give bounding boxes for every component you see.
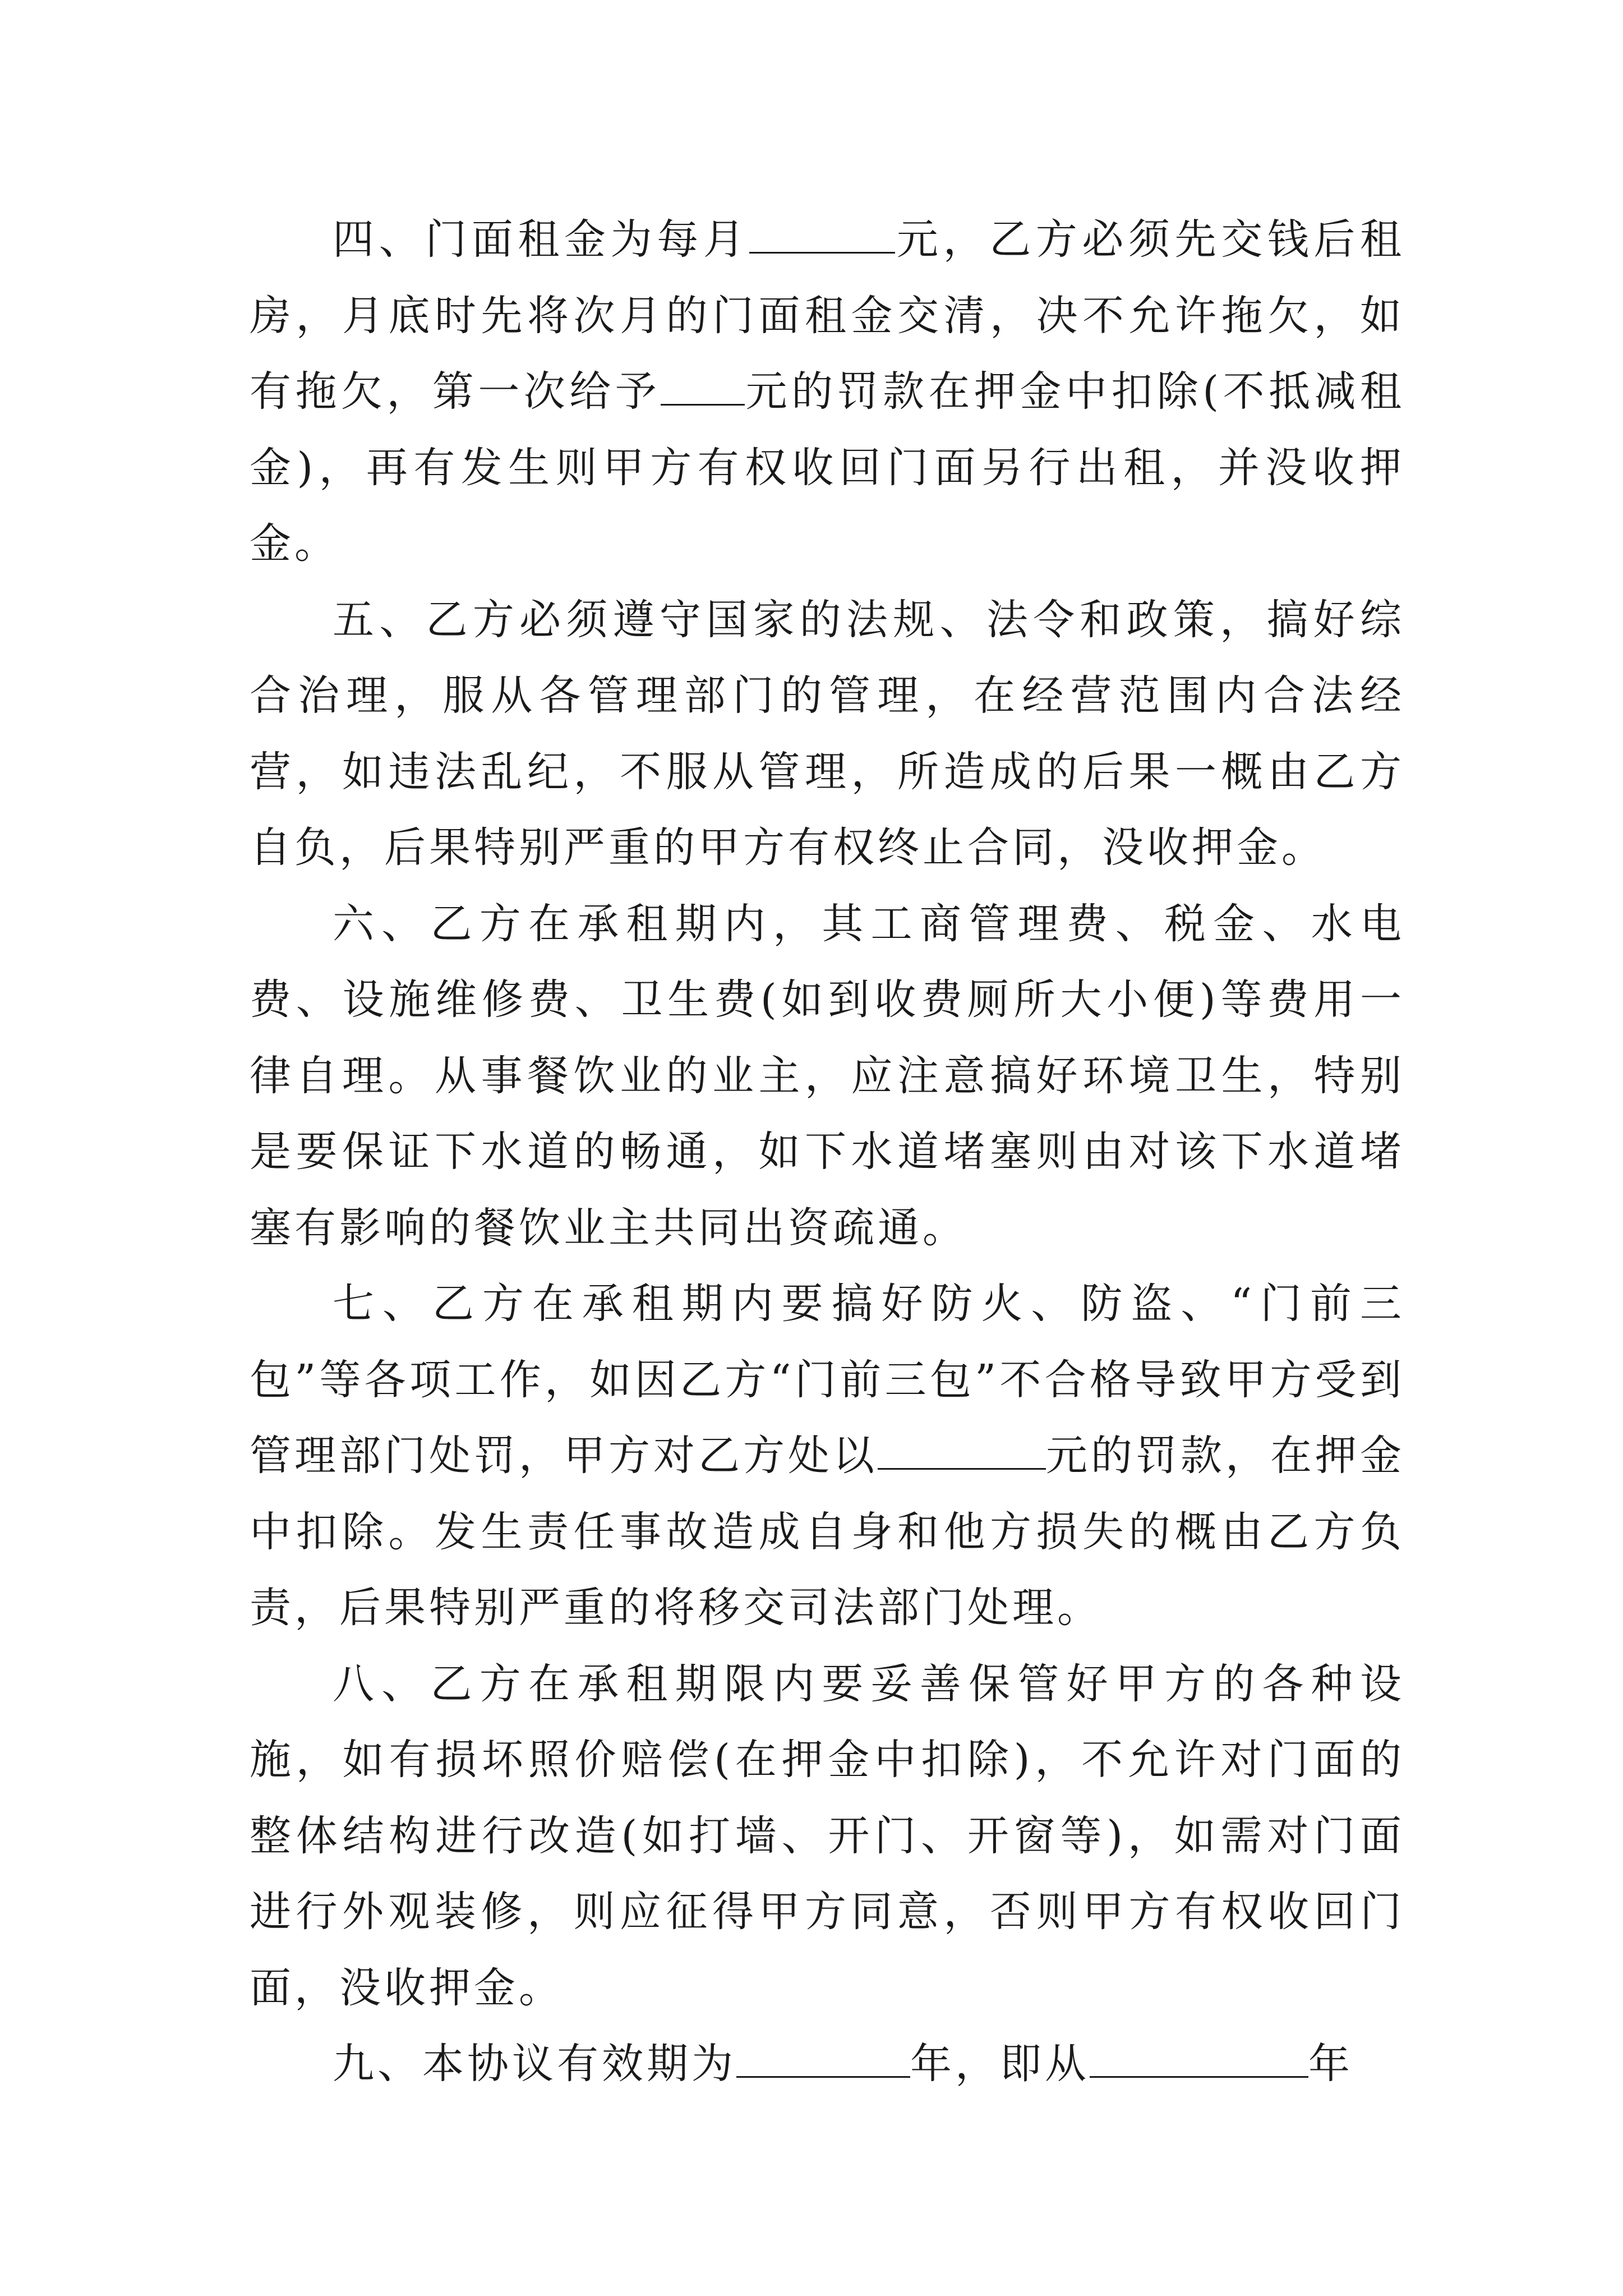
term-years-blank xyxy=(736,2037,910,2078)
clause-9-text-3: 年 xyxy=(1308,2040,1353,2088)
start-year-blank xyxy=(1090,2037,1308,2078)
clause-9-text-2: 年，即从 xyxy=(910,2040,1090,2088)
clause-9-text-1: 九、本协议有效期为 xyxy=(333,2040,736,2088)
clause-4-text-1: 四、门面租金为每月 xyxy=(333,215,750,264)
clause-7 xyxy=(250,1266,1405,1646)
clause-5: 五、乙方必须遵守国家的法规、法令和政策，搞好综合治理，服从各管理部门的管理，在经营范围内合法经营，如违法乱纪，不服从管理，所造成的后果一概由乙方自负，后果特别严重的甲方有权终止合同，没收押金。 xyxy=(250,595,1405,872)
clause-7-text-1: 七、乙方在承租期内要搞好防火、防盗、“门前三包”等各项工作，如因乙方“门前三包”不合格导致甲方受到管理部门处罚，甲方对乙方处以 xyxy=(250,1280,1405,1480)
rent-amount-blank xyxy=(749,213,895,254)
penalty-amount-blank xyxy=(661,365,745,406)
clause-4 xyxy=(250,202,1405,582)
clause-4-text-2: 元，乙方必须先交钱后租房，月底时先将次月的门面租金交清，决不允许拖欠，如有拖欠，第一次给予 xyxy=(250,215,1405,416)
clause-7-text-2: 元的罚款，在押金中扣除。发生责任事故造成自身和他方损失的概由乙方负责，后果特别严重的将移交司法部门处理。 xyxy=(250,1432,1405,1632)
clause-8: 八、乙方在承租期限内要妥善保管好甲方的各种设施，如有损坏照价赔偿(在押金中扣除)，不允许对门面的整体结构进行改造(如打墙、开门、开窗等)，如需对门面进行外观装修，则应征得甲方同意，否则甲方有权收回门面，没收押金。 xyxy=(250,1659,1405,2012)
clause-4-text-3: 元的罚款在押金中扣除(不抵减租金)，再有发生则甲方有权收回门面另行出租，并没收押金。 xyxy=(250,367,1405,568)
fine-amount-blank xyxy=(878,1429,1046,1470)
clause-6: 六、乙方在承租期内，其工商管理费、税金、水电费、设施维修费、卫生费(如到收费厕所大小便)等费用一律自理。从事餐饮业的业主，应注意搞好环境卫生，特别是要保证下水道的畅通，如下水道堵塞则由对该下水道堵塞有影响的餐饮业主共同出资疏通。 xyxy=(250,899,1405,1252)
document-body xyxy=(250,202,1405,2102)
clause-9 xyxy=(250,2026,1405,2102)
